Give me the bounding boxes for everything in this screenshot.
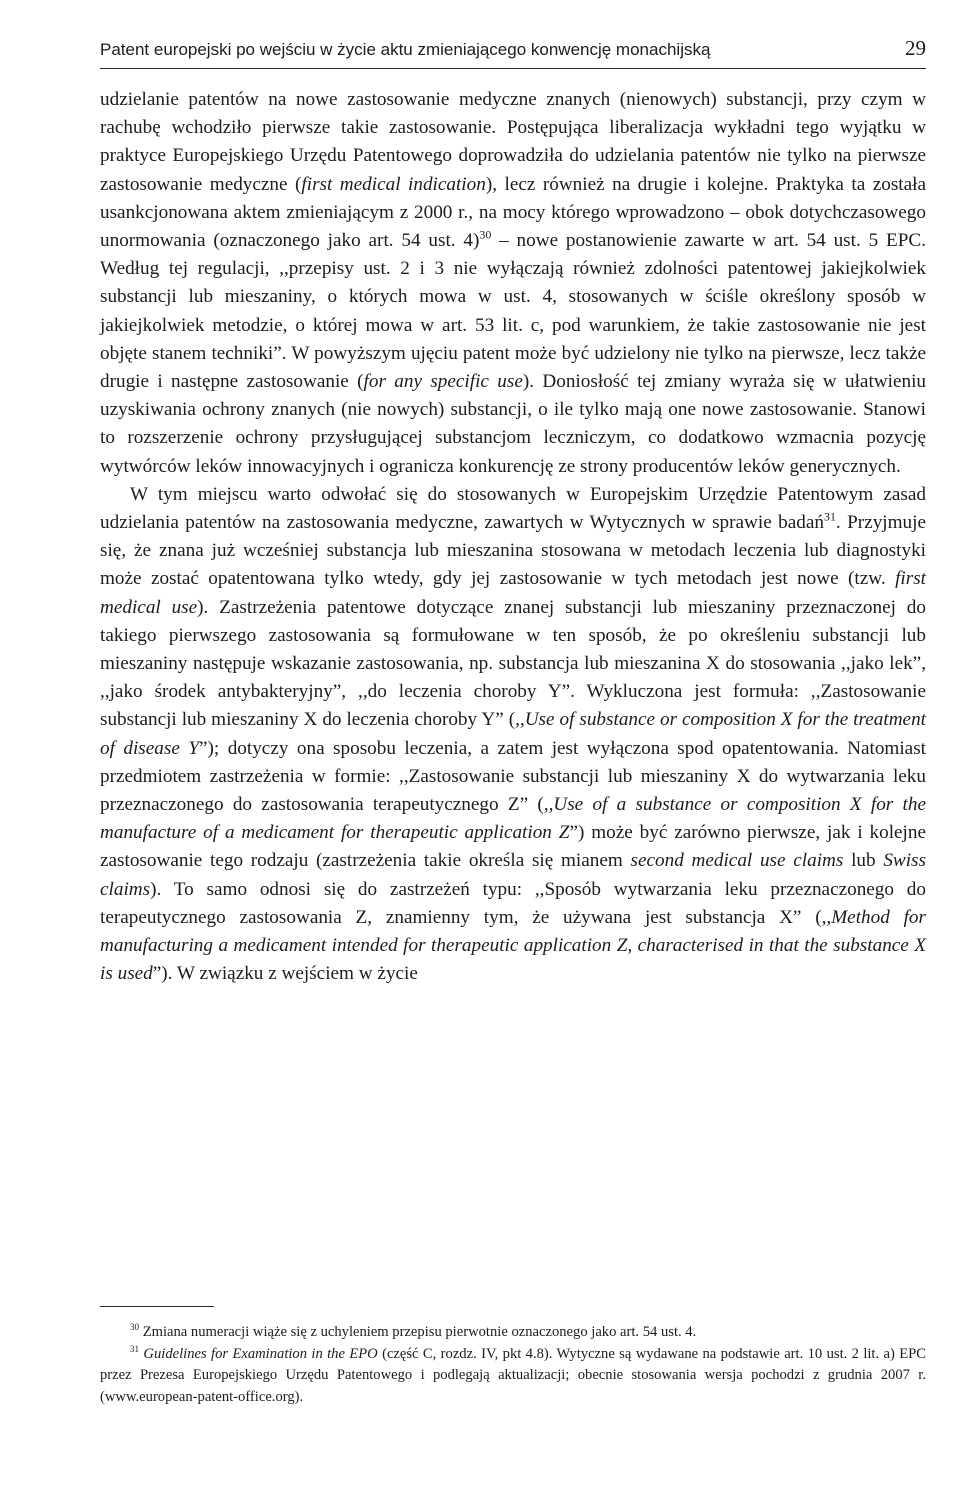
footnotes [100,1322,926,1408]
footnote-30-text: Zmiana numeracji wiąże się z uchyleniem przepisu pierwotnie oznaczonego jako art. 54 ust. 4. [139,1324,697,1340]
running-header-title: Patent europejski po wejściu w życie aktu zmieniającego konwencję monachijską [100,40,711,59]
paragraph-2-italic-term: Swiss claims [100,850,926,900]
footnote-divider [100,1306,214,1307]
paragraph-2-italic-term: ,,Use of substance or composition X for the treatment of disease Y [100,709,926,759]
running-header [100,36,926,69]
paragraph-2 [100,481,926,989]
paragraph-2-text: ). To samo odnosi się do zastrzeżeń typu: ,,Sposób wytwarzania leku przeznaczonego do terapeutycznego zastosowania Z, znamienny tym, że używana jest substancja X” ( [100,878,926,928]
paragraph-1 [100,86,926,481]
paragraph-1-italic-term: first medical indication [301,173,486,195]
paragraph-2-italic-term: second medical use claims [630,850,844,872]
paragraph-1-text: ), lecz również na drugie i kolejne. Praktyka ta została usankcjonowana aktem zmieniającym z 2000 r., na mocy którego wprowadzono – obok dotychczasowego unormowania (oznaczonego jako art. 54 ust. 4) [100,173,926,252]
body-text [100,86,926,989]
footnote-ref-31[interactable]: 31 [824,509,836,524]
footnote-31-title: Guidelines for Examination in the EPO [139,1345,378,1362]
paragraph-1-text: ). Doniosłość tej zmiany wyraża się w ułatwieniu uzyskiwania ochrony znanych (nie nowych) substancji, o ile tylko mają one nowe zastosowanie. Stanowi to rozszerzenie ochrony przysługującej substancjom leczniczym, co dodatkowo wzmacnia pozycję wytwórców leków innowacyjnych i ogranicza konkurencję ze strony producentów leków generycznych. [100,371,926,477]
footnote-31-text: (część C, rozdz. IV, pkt 4.8). Wytyczne są wydawane na podstawie art. 10 ust. 2 lit. a) EPC przez Prezesa Europejskiego Urzędu Patentowego i podlegają aktualizacji; obecnie stosowania wersja pochodzi z grudnia 2007 r. (www.european-patent-office.org). [100,1345,926,1405]
page-number: 29 [905,36,926,60]
paragraph-2-text: ”) może być zarówno pierwsze, jak i kolejne zastosowanie tego rodzaju (zastrzeżenia takie określa się mianem [100,822,926,872]
paragraph-1-text: – nowe postanowienie zawarte w art. 54 ust. 5 EPC. Według tej regulacji, ,,przepisy ust. 2 i 3 nie wyłączają również zdolności patentowej jakiejkolwiek substancji lub mieszaniny, o których mowa w ust. 4, stosowanych w ściśle określony sposób w jakiejkolwiek metodzie, o której mowa w art. 53 lit. c, pod warunkiem, że takie zastosowanie nie jest objęte stanem techniki”. W powyższym ujęciu patent może być udzielony nie tylko na pierwsze, lecz także drugie i następne zastosowanie ( [100,230,926,393]
footnote-ref-30[interactable]: 30 [479,227,492,242]
paragraph-2-italic-term: first medical use [100,568,926,618]
paragraph-2-italic-term: ,,Use of a substance or composition X for the manufacture of a medicament for therapeutic application Z [100,794,926,844]
paragraph-2-italic-term: ,,Method for manufacturing a medicament intended for therapeutic application Z, characterised in that the substance X is used [100,906,926,985]
footnote-30-number: 30 [130,1322,140,1333]
paragraph-2-text: lub [843,850,884,872]
paragraph-2-text: ). Zastrzeżenia patentowe dotyczące znanej substancji lub mieszaniny przeznaczonej do takiego pierwszego zastosowania są formułowane w ten sposób, że po określeniu substancji lub mieszaniny następuje wskazanie zastosowania, np. substancja lub mieszanina X do stosowania ,,jako lek”, ,,jako środek antybakteryjny”, ,,do leczenia choroby Y”. Wykluczona jest formuła: ,,Zastosowanie substancji lub mieszaniny X do leczenia choroby Y” ( [100,596,926,731]
footnote-30 [100,1322,926,1344]
paragraph-1-italic-term: for any specific use [363,371,523,393]
footnote-31 [100,1344,926,1409]
paragraph-2-text: W tym miejscu warto odwołać się do stosowanych w Europejskim Urzędzie Patentowym zasad udzielania patentów na zastosowania medyczne, zawartych w Wytycznych w sprawie badań [100,483,926,534]
paragraph-2-text: . Przyjmuje się, że znana już wcześniej substancja lub mieszanina stosowana w metodach leczenia lub diagnostyki może zostać opatentowana tylko wtedy, gdy jej zastosowanie w tych metodach jest nowe (tzw. [100,512,926,590]
paragraph-1-text: udzielanie patentów na nowe zastosowanie medyczne znanych (nienowych) substancji, przy czym w rachubę wchodziło pierwsze takie zastosowanie. Postępująca liberalizacja wykładni tego wyjątku w praktyce Europejskiego Urzędu Patentowego doprowadziła do udzielania patentów nie tylko na pierwsze zastosowanie medyczne ( [100,89,926,195]
footnote-31-number: 31 [130,1343,140,1354]
paragraph-2-text: ”). W związku z wejściem w życie [152,963,418,985]
paragraph-2-text: ”); dotyczy ona sposobu leczenia, a zatem jest wyłączona spod opatentowania. Natomiast przedmiotem zastrzeżenia w formie: ,,Zastosowanie substancji lub mieszaniny X do wytwarzania leku przeznaczonego do zastosowania terapeutycznego Z” ( [100,737,926,816]
